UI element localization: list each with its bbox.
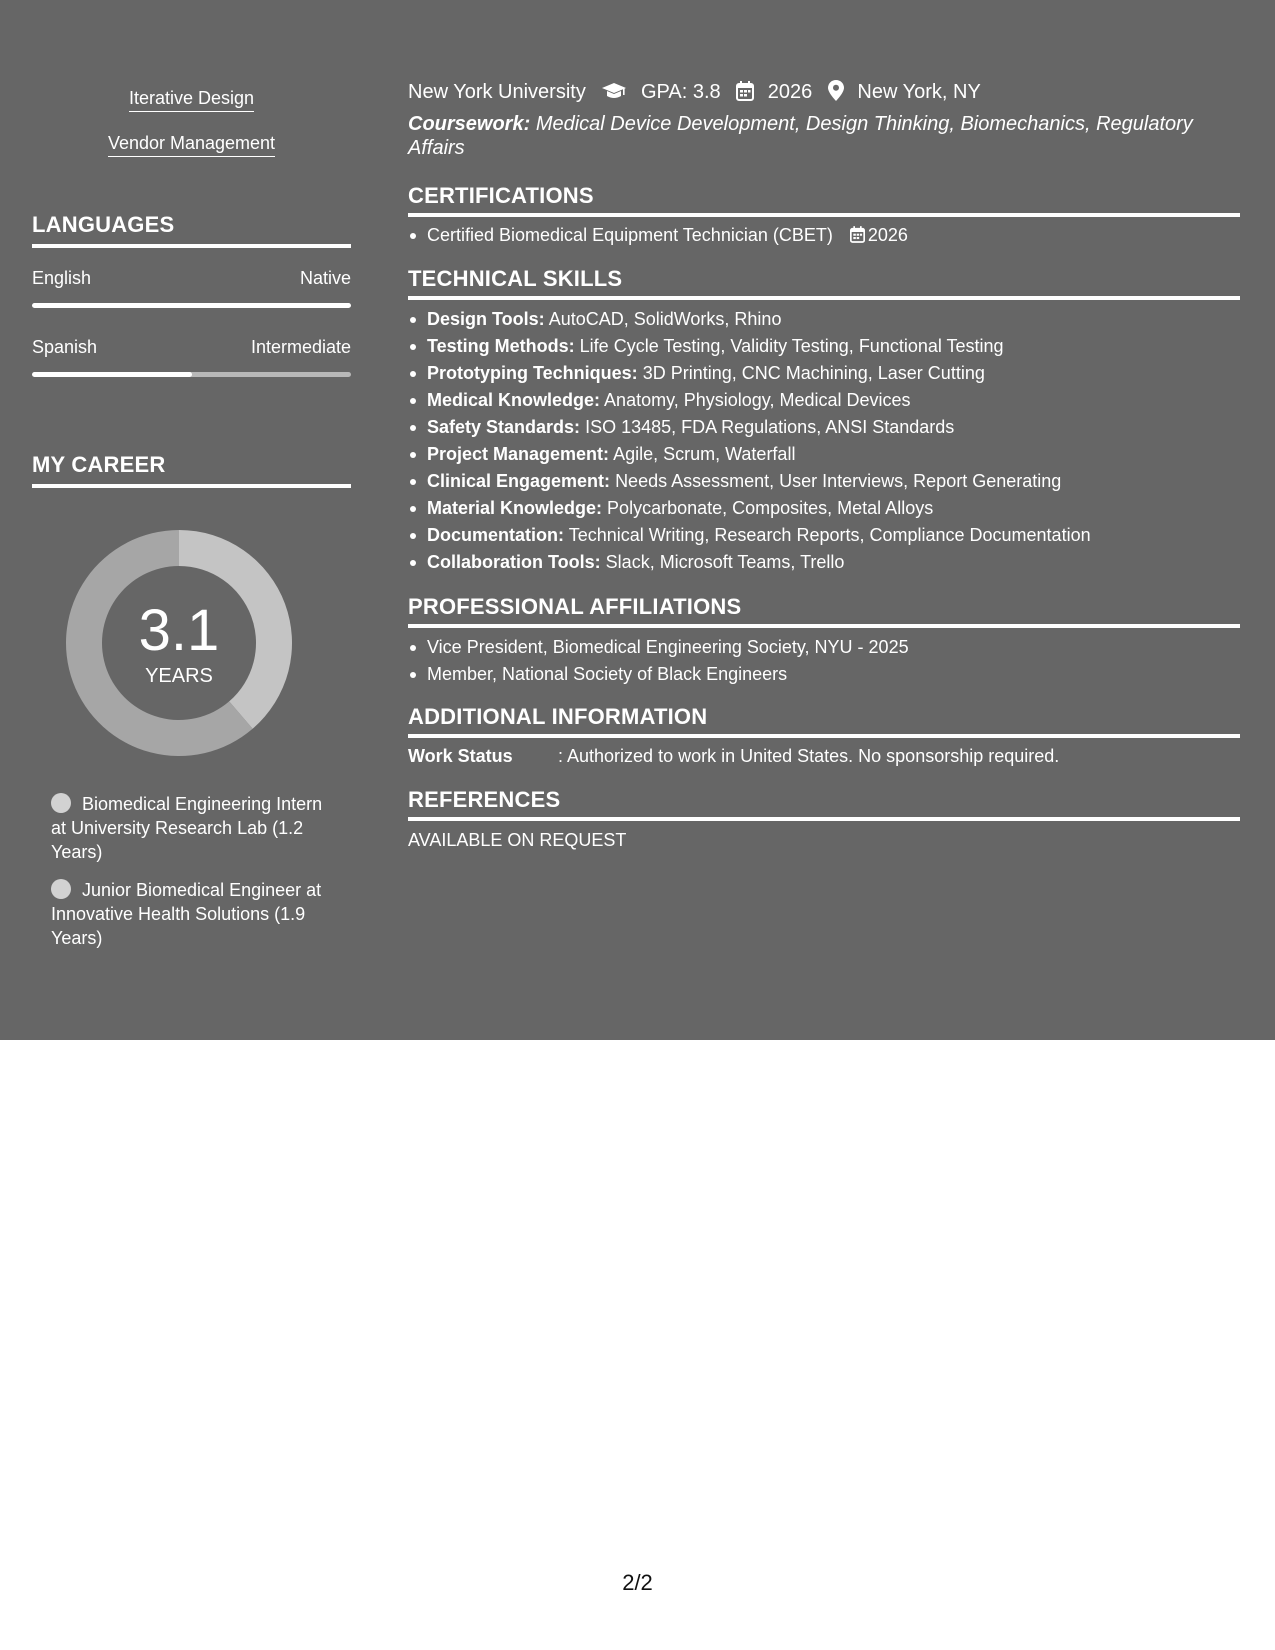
work-status-label: Work Status [408,746,513,766]
technical-skills-list [408,306,1259,576]
gpa: GPA: 3.8 [640,81,721,103]
certifications-heading: CERTIFICATIONS [408,183,1240,217]
skill-entry [427,360,1259,387]
affiliation-item: Vice President, Biomedical Engineering Society, NYU - 2025 [427,634,1259,661]
school-name: New York University [408,81,586,103]
skill-category: Testing Methods: [427,336,575,356]
skill-values: Life Cycle Testing, Validity Testing, Functional Testing [579,336,1004,356]
skill-item[interactable]: Iterative Design [32,88,351,109]
skill-category: Project Management: [427,444,610,464]
skill-values: AutoCAD, SolidWorks, Rhino [548,309,782,329]
language-level: Native [299,268,351,288]
references-heading: REFERENCES [408,787,1240,821]
career-dot [51,879,71,899]
graduation-year: 2026 [767,81,813,103]
education-location: New York, NY [857,81,981,103]
calendar-icon [850,224,865,251]
career-item [51,792,331,864]
work-status-row [408,746,1059,767]
career-donut-chart [66,530,292,756]
career-total-years: 3.1 [138,598,220,663]
skill-category: Medical Knowledge: [427,390,601,410]
work-status-value: : Authorized to work in United States. No sponsorship required. [558,746,1060,766]
graduation-cap-icon [601,81,627,101]
skill-entry [427,495,1259,522]
skill-entry [427,549,1259,576]
education-line [408,80,981,104]
skill-category: Clinical Engagement: [427,471,611,491]
skill-category: Prototyping Techniques: [427,363,638,383]
calendar-icon [736,81,754,101]
coursework-list: Medical Device Development, Design Thinking, Biomechanics, Regulatory Affairs [408,113,1193,159]
coursework [408,112,1218,160]
career-dot [51,793,71,813]
skill-entry [427,387,1259,414]
skill-values: 3D Printing, CNC Machining, Laser Cutting [642,363,985,383]
skill-values: ISO 13485, FDA Regulations, ANSI Standards [585,417,955,437]
skill-category: Design Tools: [427,309,545,329]
certifications-list [408,222,1259,251]
affiliations-heading: PROFESSIONAL AFFILIATIONS [408,594,1240,628]
skill-entry [427,441,1259,468]
skill-values: Polycarbonate, Composites, Metal Alloys [607,498,934,518]
career-item-text: Junior Biomedical Engineer at Innovative Health Solutions (1.9 Years) [51,880,322,948]
language-name: English [32,268,92,288]
skill-values: Anatomy, Physiology, Medical Devices [604,390,911,410]
skill-entry [427,468,1259,495]
coursework-label: Coursework: [408,113,531,135]
certification-date: 2026 [867,225,908,245]
language-proficiency-bar [32,303,351,308]
skill-entry [427,306,1259,333]
career-years-unit: YEARS [145,665,213,687]
career-heading: MY CAREER [32,452,351,488]
skill-entry [427,522,1259,549]
additional-info-heading: ADDITIONAL INFORMATION [408,704,1240,738]
affiliation-item: Member, National Society of Black Engineers [427,661,1259,688]
technical-skills-heading: TECHNICAL SKILLS [408,266,1240,300]
skill-entry [427,333,1259,360]
career-item-text: Biomedical Engineering Intern at University Research Lab (1.2 Years) [51,794,323,862]
skill-category: Documentation: [427,525,564,545]
skill-category: Collaboration Tools: [427,552,601,572]
skill-item[interactable]: Vendor Management [32,133,351,154]
skill-entry [427,414,1259,441]
map-pin-icon [828,80,844,101]
career-item [51,878,331,950]
skill-values: Slack, Microsoft Teams, Trello [605,552,845,572]
language-name: Spanish [32,337,98,357]
language-proficiency-bar [32,372,351,377]
affiliations-list [408,634,1259,688]
skill-values: Agile, Scrum, Waterfall [613,444,796,464]
skill-values: Technical Writing, Research Reports, Compliance Documentation [568,525,1091,545]
certification-name: Certified Biomedical Equipment Technician (CBET) [427,225,833,245]
language-level: Intermediate [250,337,351,357]
references-text: AVAILABLE ON REQUEST [408,830,627,850]
page-number: 2/2 [622,1570,653,1595]
certification-item [427,222,1259,251]
skill-values: Needs Assessment, User Interviews, Report Generating [615,471,1062,491]
skill-category: Material Knowledge: [427,498,603,518]
skill-category: Safety Standards: [427,417,581,437]
languages-heading: LANGUAGES [32,212,351,248]
